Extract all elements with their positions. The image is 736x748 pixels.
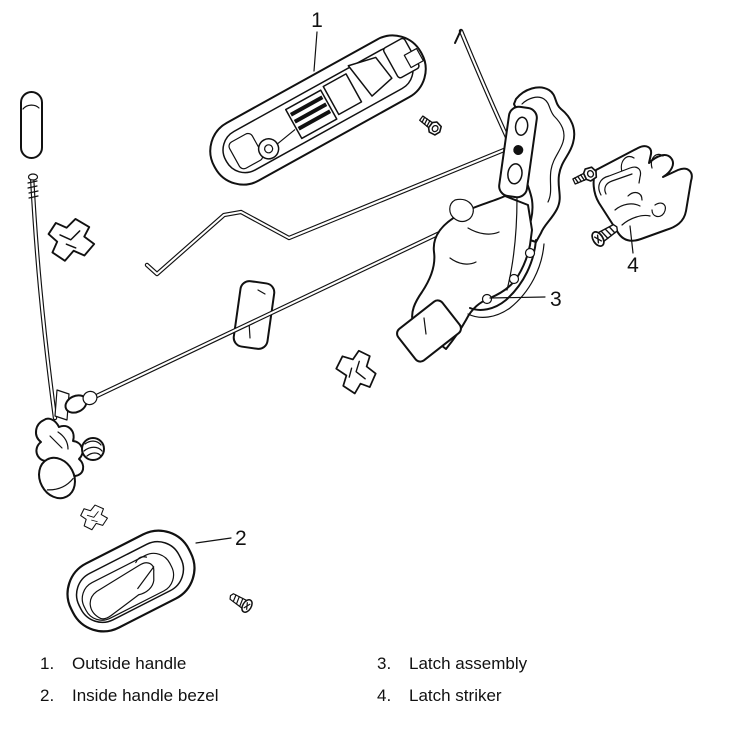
legend-num-2: 2. (40, 686, 55, 705)
legend-label-4: Latch striker (409, 686, 502, 705)
legend-num-4: 4. (377, 686, 392, 705)
legend-label-2: Inside handle bezel (72, 686, 219, 705)
latch-control-rod (455, 30, 512, 148)
rod-clip-left (47, 217, 96, 263)
handle-screw-icon (417, 113, 443, 137)
callout-3-label: 3 (550, 288, 562, 311)
legend-label-1: Outside handle (72, 654, 187, 673)
callout-1-label: 1 (311, 9, 323, 32)
grommet-screw-icon (82, 438, 104, 460)
callout-1 (311, 9, 323, 71)
latch-assembly-part (395, 87, 575, 364)
callout-2-label: 2 (235, 527, 247, 550)
bezel-screw-icon (227, 590, 254, 614)
legend-item-3 (377, 655, 527, 672)
lock-rod (28, 174, 55, 418)
callout-4-label: 4 (627, 254, 639, 277)
outside-handle-part (199, 24, 444, 196)
inside-handle-bezel-part (56, 519, 206, 643)
callout-2 (196, 527, 247, 550)
bezel-clip (79, 503, 109, 532)
legend-item-1 (40, 655, 186, 672)
rod-clip-middle (333, 348, 379, 396)
latch-striker-part (571, 146, 692, 248)
legend-label-3: Latch assembly (409, 654, 528, 673)
legend-item-2 (40, 687, 219, 704)
lock-knob (21, 92, 42, 158)
legend-num-1: 1. (40, 654, 55, 673)
rod-joint-cluster (32, 389, 104, 504)
legend-num-3: 3. (377, 654, 392, 673)
legend-item-4 (377, 687, 502, 704)
